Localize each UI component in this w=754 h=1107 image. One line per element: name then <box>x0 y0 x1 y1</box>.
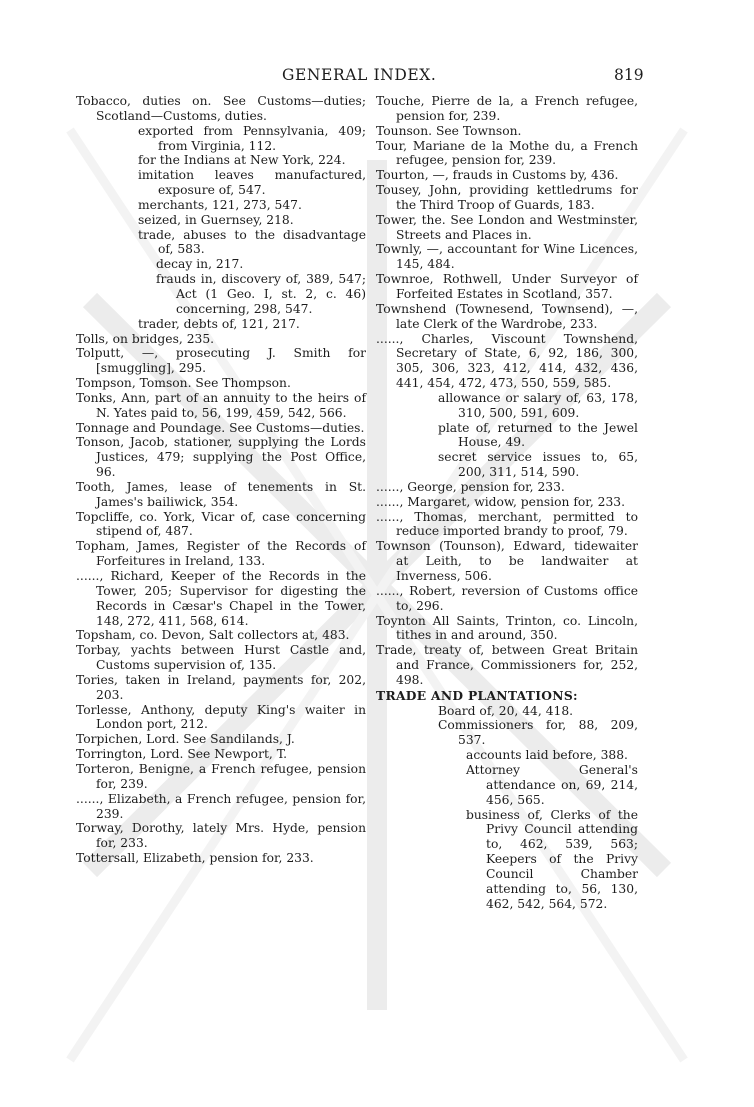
index-entry: Touche, Pierre de la, a French refugee, pension for, 239. <box>376 94 638 123</box>
page-title: GENERAL INDEX. <box>282 66 437 84</box>
index-entry: Topham, James, Register of the Records of Forfeitures in Ireland, 133. <box>76 539 366 569</box>
index-entry: Topsham, co. Devon, Salt collectors at, 483. <box>76 628 350 643</box>
index-entry: ......, George, pension for, 233. <box>376 479 565 494</box>
index-entry: business of, Clerks of the Privy Council attending to, 462, 539, 563; Keepers of the Privy Council Chamber attending to, 56, 130, 462, 542, 564, 572. <box>466 807 638 911</box>
index-entry: trade, abuses to the disadvantage of, 583. <box>138 227 366 257</box>
index-entry: Tonks, Ann, part of an annuity to the heirs of N. Yates paid to, 56, 199, 459, 542, 566. <box>76 390 366 420</box>
index-entry: Tompson, Tomson. See Thompson. <box>76 376 291 391</box>
index-entry: ......, Margaret, widow, pension for, 233. <box>376 494 626 509</box>
index-entry: Tonson, Jacob, stationer, supplying the Lords Justices, 479; supplying the Post Office, 96. <box>76 435 366 480</box>
index-entry: Townly, —, accountant for Wine Licences, 145, 484. <box>376 242 638 272</box>
index-entry: Townson (Tounson), Edward, tidewaiter at Leith, to be landwaiter at Inverness, 506. <box>376 539 638 583</box>
index-entry: Tourton, —, frauds in Customs by, 436. <box>376 168 619 183</box>
index-entry: Torway, Dorothy, lately Mrs. Hyde, pension for, 233. <box>76 821 366 851</box>
index-entry: Topcliffe, co. York, Vicar of, case concerning stipend of, 487. <box>76 509 366 539</box>
index-entry: Townroe, Rothwell, Under Surveyor of Forfeited Estates in Scotland, 357. <box>376 272 638 301</box>
index-entry: Torlesse, Anthony, deputy King's waiter in London port, 212. <box>76 702 366 732</box>
index-entry: Tooth, James, lease of tenements in St. James's bailiwick, 354. <box>76 479 366 509</box>
index-entry: allowance or salary of, 63, 178, 310, 500, 591, 609. <box>438 390 638 420</box>
index-entry: ......, Richard, Keeper of the Records in the Tower, 205; Supervisor for digesting the Records in Cæsar's Chapel in the Tower, 148, 272, 411, 568, 614. <box>76 569 366 628</box>
index-entry: Tousey, John, providing kettledrums for the Third Troop of Guards, 183. <box>376 183 638 212</box>
index-entry: frauds in, discovery of, 389, 547; Act (1 Geo. I, st. 2, c. 46) concerning, 298, 547. <box>156 272 366 316</box>
index-entry: trader, debts of, 121, 217. <box>138 316 300 331</box>
index-entry: Trade, treaty of, between Great Britain and France, Commissioners for, 252, 498. <box>376 643 638 687</box>
index-entry: Torteron, Benigne, a French refugee, pension for, 239. <box>76 761 366 791</box>
index-entry: imitation leaves manufactured, exposure of, 547. <box>138 168 366 198</box>
index-entry: Tobacco, duties on. See Customs—duties; Scotland—Customs, duties. <box>76 94 366 123</box>
index-entry: merchants, 121, 273, 547. <box>138 197 302 212</box>
index-entry: Tottersall, Elizabeth, pension for, 233. <box>76 851 314 866</box>
index-entry: Toynton All Saints, Trinton, co. Lincoln, tithes in and around, 350. <box>376 613 638 643</box>
page-number: 819 <box>614 66 644 84</box>
index-entry: TRADE AND PLANTATIONS: <box>376 687 578 703</box>
index-entry: for the Indians at New York, 224. <box>138 153 346 168</box>
index-entry: Torbay, yachts between Hurst Castle and, Customs supervision of, 135. <box>76 643 366 673</box>
index-entry: Tounson. See Townson. <box>376 123 522 138</box>
index-entry: Torrington, Lord. See Newport, T. <box>76 747 288 762</box>
index-entry: Tonnage and Poundage. See Customs—duties. <box>76 420 365 435</box>
index-entry: secret service issues to, 65, 200, 311, 514, 590. <box>438 450 638 480</box>
index-entry: ......, Robert, reversion of Customs office to, 296. <box>376 583 638 613</box>
index-entry: accounts laid before, 388. <box>466 748 628 763</box>
index-entry: exported from Pennsylvania, 409; from Virginia, 112. <box>138 123 366 153</box>
index-entry: Tower, the. See London and Westminster, Streets and Places in. <box>376 212 638 242</box>
page-header <box>0 66 754 88</box>
index-entry: Tolls, on bridges, 235. <box>76 331 215 346</box>
index-entry: ......, Elizabeth, a French refugee, pension for, 239. <box>76 791 366 821</box>
index-entry: decay in, 217. <box>156 257 244 272</box>
index-entry: Tories, taken in Ireland, payments for, 202, 203. <box>76 672 366 702</box>
index-entry: Townshend (Townesend, Townsend), —, late Clerk of the Wardrobe, 233. <box>376 301 638 331</box>
index-entry: Commissioners for, 88, 209, 537. <box>438 718 638 748</box>
index-entry: ......, Thomas, merchant, permitted to reduce imported brandy to proof, 79. <box>376 509 638 539</box>
index-entry: Tolputt, —, prosecuting J. Smith for [smuggling], 295. <box>76 346 366 376</box>
index-column-left <box>76 94 366 866</box>
index-entry: Tour, Mariane de la Mothe du, a French refugee, pension for, 239. <box>376 138 638 168</box>
index-column-right <box>376 94 638 911</box>
index-entry: Board of, 20, 44, 418. <box>438 703 574 718</box>
index-entry: ......, Charles, Viscount Townshend, Secretary of State, 6, 92, 186, 300, 305, 306, 323, 412, 414, 432, 436, 441, 454, 472, 473, 550, 559, 585. <box>376 331 638 391</box>
index-entry: Torpichen, Lord. See Sandilands, J. <box>76 732 295 747</box>
index-entry: Attorney General's attendance on, 69, 214, 456, 565. <box>466 762 638 807</box>
index-entry: plate of, returned to the Jewel House, 49. <box>438 420 638 450</box>
index-entry: seized, in Guernsey, 218. <box>138 212 294 227</box>
